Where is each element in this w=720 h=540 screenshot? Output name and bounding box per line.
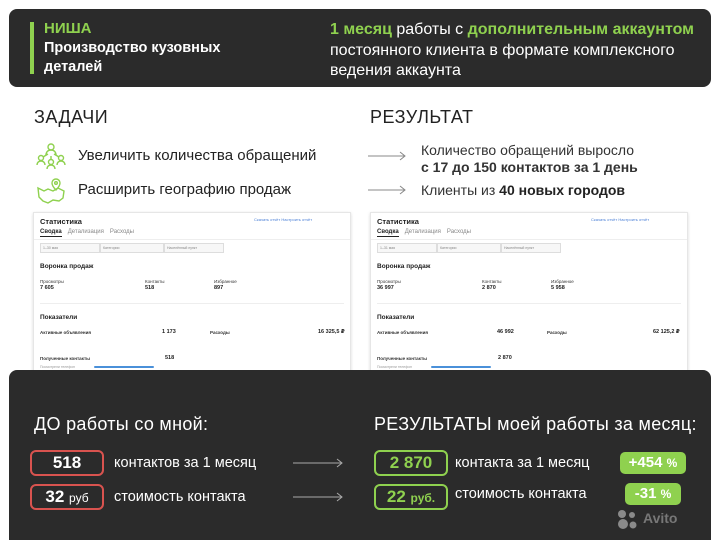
divider — [377, 303, 681, 304]
row-phone-bar — [94, 366, 154, 368]
expenses-value: 16 325,5 ₽ — [318, 329, 345, 335]
after-contacts-label: контакта за 1 месяц — [455, 455, 590, 471]
active-listings-label: Активные объявления — [377, 330, 429, 335]
stats-tabs — [40, 229, 140, 235]
before-contacts-value: 518 — [52, 453, 82, 472]
cost-reduction-value: -31 — [634, 485, 657, 502]
arrow-right-icon — [293, 457, 345, 469]
tab-summary[interactable]: Сводка — [377, 229, 399, 235]
after-contacts-value: 2 870 — [389, 453, 433, 472]
arrow-right-icon — [293, 491, 345, 503]
favorites-value: 5 958 — [551, 285, 565, 291]
location-select[interactable]: Населённый пункт — [164, 243, 224, 253]
received-contacts-label: Полученные контакты — [40, 356, 90, 361]
offer-text — [330, 20, 710, 82]
before-contacts-label: контактов за 1 месяц — [114, 455, 257, 471]
tab-expenses[interactable]: Расходы — [109, 229, 134, 235]
favorites-value: 897 — [214, 285, 224, 291]
contacts-growth-badge — [620, 452, 686, 474]
after-cost-label: стоимость контакта — [455, 486, 587, 502]
contacts-value: 2 870 — [482, 285, 496, 291]
after-cost-value: 22 — [386, 487, 406, 506]
divider — [371, 239, 687, 240]
before-cost-pill — [30, 484, 104, 510]
expenses-value: 62 125,2 ₽ — [653, 329, 680, 335]
result-2-text: Клиенты из — [421, 182, 500, 198]
before-contacts-pill — [30, 450, 104, 476]
contacts-growth-pct: % — [666, 456, 678, 470]
expenses-label: Расходы — [547, 330, 567, 335]
row-phone-label: Посмотрели телефон — [377, 365, 412, 369]
offer-text-part1: работы с — [391, 21, 468, 38]
contacts-label: Контакты — [145, 279, 165, 284]
row-phone-bar — [431, 366, 491, 368]
before-heading: ДО работы со мной: — [34, 414, 209, 434]
before-cost-label: стоимость контакта — [114, 489, 246, 505]
tab-details[interactable]: Детализация — [67, 229, 104, 235]
tasks-heading: ЗАДАЧИ — [34, 107, 109, 127]
result-1-line2: с 17 до 150 контактов за 1 день — [421, 159, 638, 175]
offer-text-part2: постоянного клиента в формате комплексного ведения аккаунта — [330, 41, 675, 79]
stats-report-links: Скачать отчёт Настроить отчёт — [254, 217, 313, 222]
stats-screenshot-after — [370, 212, 688, 390]
niche-accent-bar — [30, 22, 34, 74]
niche-title: Производство кузовных деталей — [44, 40, 221, 75]
task-item-2: Расширить географию продаж — [78, 181, 292, 198]
cost-reduction-badge — [625, 483, 681, 505]
after-cost-unit: руб. — [410, 491, 436, 505]
offer-highlight-month: 1 месяц — [330, 21, 392, 38]
active-listings-label: Активные объявления — [40, 330, 92, 335]
contacts-value: 518 — [145, 285, 155, 291]
received-contacts-label: Полученные контакты — [377, 356, 427, 361]
before-cost-unit: руб — [69, 491, 89, 505]
results-heading: РЕЗУЛЬТАТ — [370, 107, 474, 127]
funnel-heading: Воронка продаж — [40, 263, 94, 270]
result-2-bold: 40 новых городов — [499, 182, 626, 198]
after-contacts-pill — [374, 450, 448, 476]
active-listings-value: 1 173 — [162, 329, 176, 335]
cost-reduction-pct: % — [660, 487, 672, 501]
stats-title: Статистика — [40, 217, 82, 226]
views-value: 36 997 — [377, 285, 394, 291]
map-location-icon — [35, 176, 67, 208]
after-heading: РЕЗУЛЬТАТЫ моей работы за месяц: — [374, 414, 697, 434]
tab-details[interactable]: Детализация — [404, 229, 441, 235]
divider — [34, 239, 350, 240]
tab-summary[interactable]: Сводка — [40, 229, 62, 235]
views-value: 7 605 — [40, 285, 54, 291]
expenses-label: Расходы — [210, 330, 230, 335]
before-cost-value: 32 — [45, 487, 65, 506]
result-1 — [421, 142, 638, 176]
views-label: Просмотры — [377, 279, 401, 284]
stats-report-links: Скачать отчёт Настроить отчёт — [591, 217, 650, 222]
niche-label: НИША — [44, 20, 92, 37]
after-cost-pill — [374, 484, 448, 510]
category-select[interactable]: Категории — [437, 243, 501, 253]
row-phone-label: Посмотрели телефон — [40, 365, 75, 369]
arrow-right-icon — [368, 150, 408, 162]
active-listings-value: 46 992 — [497, 329, 514, 335]
stats-screenshot-before — [33, 212, 351, 390]
favorites-label: Избранное — [214, 279, 237, 284]
favorites-label: Избранное — [551, 279, 574, 284]
tab-expenses[interactable]: Расходы — [446, 229, 471, 235]
period-select[interactable]: 1–30 мая — [40, 243, 100, 253]
views-label: Просмотры — [40, 279, 64, 284]
indicators-heading: Показатели — [40, 314, 78, 321]
result-1-line1: Количество обращений выросло — [421, 142, 635, 158]
received-contacts-value: 518 — [165, 355, 175, 361]
funnel-heading: Воронка продаж — [377, 263, 431, 270]
avito-watermark: Avito — [643, 510, 678, 526]
people-network-icon — [35, 140, 67, 172]
result-2 — [421, 182, 625, 199]
offer-highlight-account: дополнительным аккаунтом — [467, 21, 694, 38]
avito-logo-icon — [614, 506, 640, 532]
arrow-right-icon — [368, 184, 408, 196]
period-select[interactable]: 1–31 мая — [377, 243, 437, 253]
contacts-label: Контакты — [482, 279, 502, 284]
indicators-heading: Показатели — [377, 314, 415, 321]
divider — [40, 303, 344, 304]
task-item-1: Увеличить количества обращений — [78, 147, 317, 164]
category-select[interactable]: Категории — [100, 243, 164, 253]
stats-title: Статистика — [377, 217, 419, 226]
contacts-growth-value: +454 — [628, 454, 663, 471]
location-select[interactable]: Населённый пункт — [501, 243, 561, 253]
stats-tabs — [377, 229, 477, 235]
received-contacts-value: 2 870 — [498, 355, 512, 361]
